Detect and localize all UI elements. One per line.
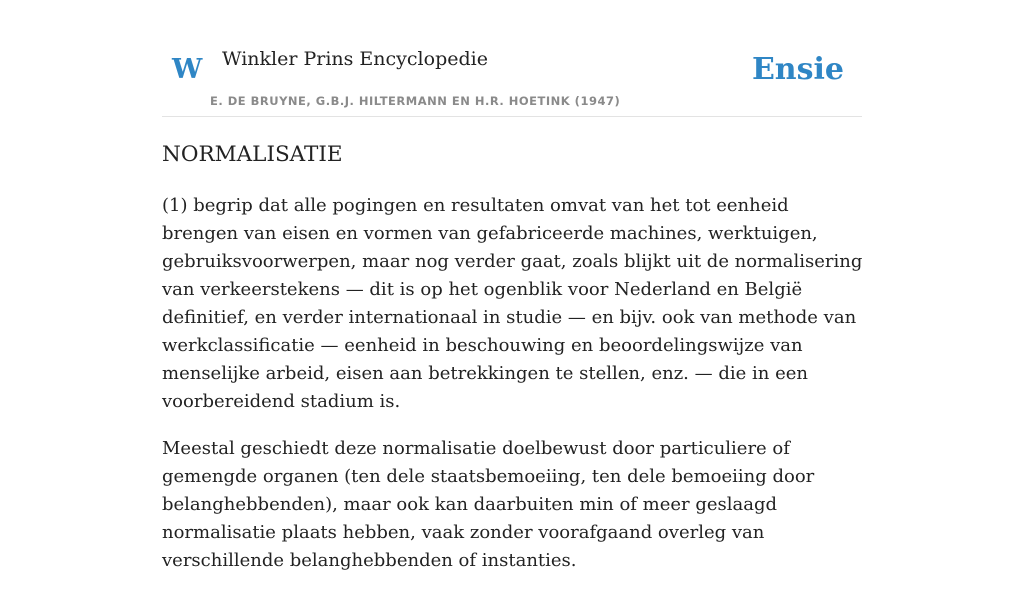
work-title-link[interactable]: Winkler Prins Encyclopedie bbox=[222, 48, 488, 70]
ensie-brand-logo[interactable]: Ensie bbox=[751, 52, 844, 87]
entry-title: NORMALISATIE bbox=[162, 142, 343, 167]
authors-line: E. DE BRUYNE, G.B.J. HILTERMANN EN H.R. HOETINK (1947) bbox=[210, 94, 621, 108]
source-header bbox=[162, 0, 862, 117]
entry-body bbox=[162, 192, 866, 594]
entry-paragraph-1: (1) begrip dat alle pogingen en resultaten omvat van het tot eenheid brengen van eisen en vormen van gefabriceerde machines, werktuigen, gebruiksvoorwerpen, maar nog verder gaat, zoals blijkt uit de normalisering van verkeerstekens — dit is op het ogenblik voor Nederland en België definitief, en verder internationaal in studie — en bijv. ook van methode van werkclassificatie — eenheid in beschouwing en beoordelingswijze van menselijke arbeid, eisen aan betrekkingen te stellen, enz. — die in een voorbereidend stadium is. bbox=[162, 195, 863, 412]
winkler-prins-logo[interactable]: W bbox=[172, 54, 203, 85]
entry-paragraph-2: Meestal geschiedt deze normalisatie doelbewust door particuliere of gemengde organen (ten dele staatsbemoeiing, ten dele bemoeiing door belanghebbenden), maar ook kan daarbuiten min of meer geslaagd normalisatie plaats hebben, vaak zonder voorafgaand overleg van verschillende belanghebbenden of instanties. bbox=[162, 438, 815, 571]
